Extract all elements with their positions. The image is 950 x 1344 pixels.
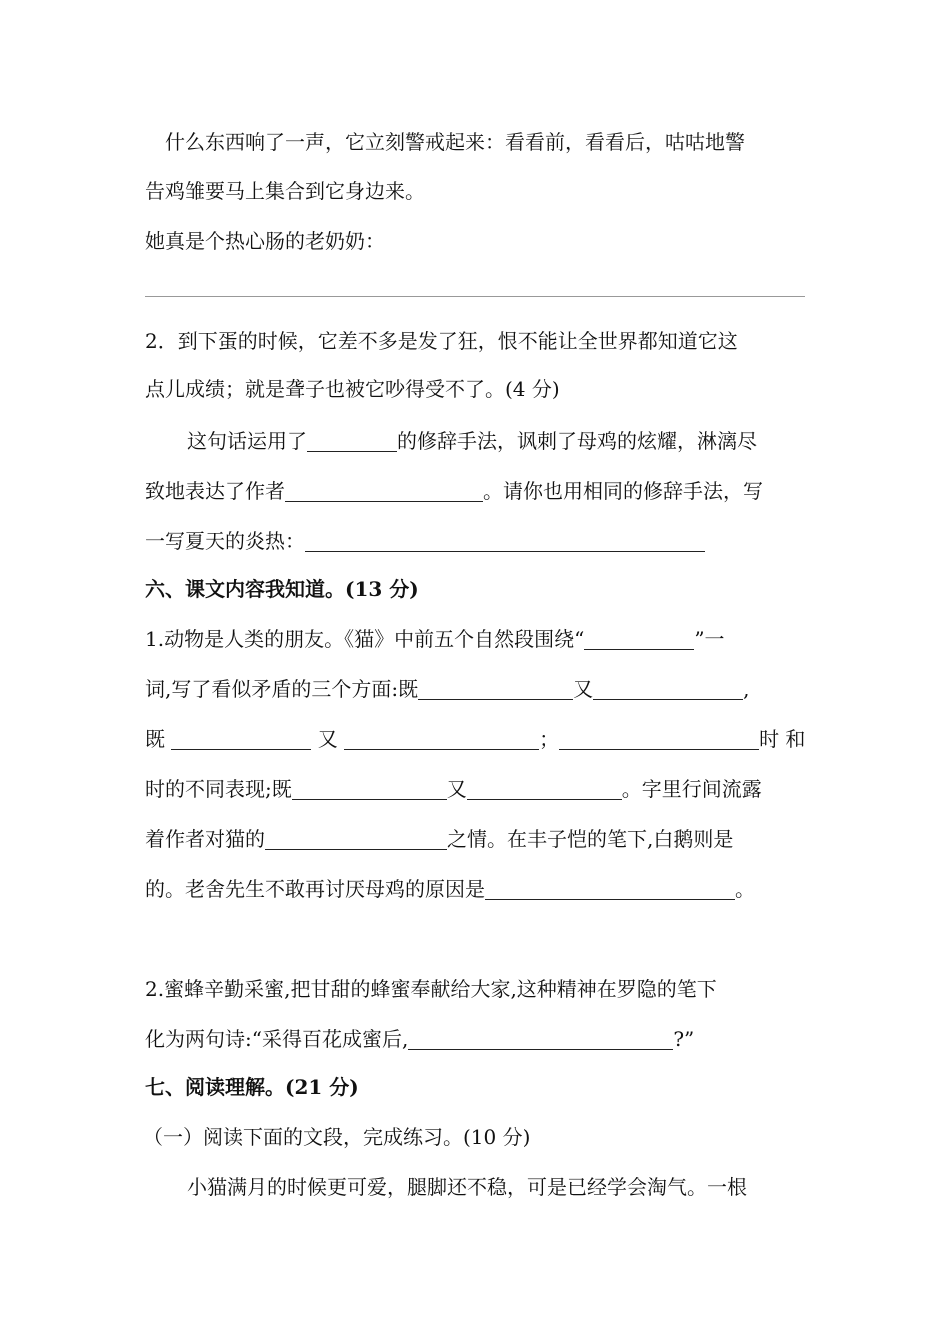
question-text: 2.蜜蜂辛勤采蜜,把甘甜的蜂蜜奉献给大家,这种精神在罗隐的笔下 <box>145 977 717 1001</box>
text-segment: 。请你也用相同的修辞手法，写 <box>483 479 763 503</box>
text-segment: ”一 <box>694 627 725 651</box>
question-text: 点儿成绩；就是聋子也被它吵得受不了。(4 分) <box>145 377 560 401</box>
passage-line: 小猫满月的时候更可爱，腿脚还不稳，可是已经学会淘气。一根 <box>187 1175 747 1199</box>
text-segment: 1.动物是人类的朋友。《猫》中前五个自然段围绕“ <box>145 627 585 651</box>
question-text <box>145 874 755 904</box>
text-segment: 的修辞手法，讽刺了母鸡的炫耀，淋漓尽 <box>397 429 757 453</box>
question-text <box>145 724 805 754</box>
text-segment: 着作者对猫的 <box>145 827 265 851</box>
answer-blank[interactable] <box>418 677 573 700</box>
text-segment: 又 <box>317 727 345 751</box>
text-segment: 致地表达了作者 <box>145 479 285 503</box>
text-segment: 时的不同表现;既 <box>145 777 292 801</box>
text-segment: 。 <box>735 877 755 901</box>
text-segment: 之情。在丰子恺的笔下,白鹅则是 <box>447 827 734 851</box>
question-text <box>187 426 757 456</box>
question-text: 2．到下蛋的时候，它差不多是发了狂，恨不能让全世界都知道它这 <box>145 329 738 353</box>
text-segment: 化为两句诗:“采得百花成蜜后, <box>145 1027 409 1051</box>
answer-blank[interactable] <box>559 727 759 750</box>
answer-blank[interactable] <box>171 727 311 750</box>
section-title: 六、课文内容我知道。(13 分) <box>145 577 419 601</box>
text-segment: 这句话运用了 <box>187 429 307 453</box>
question-text <box>145 674 749 704</box>
answer-blank[interactable] <box>593 677 743 700</box>
answer-blank[interactable] <box>467 777 622 800</box>
answer-blank[interactable] <box>265 827 447 850</box>
answer-blank[interactable] <box>307 429 397 452</box>
question-text <box>145 624 725 654</box>
text-segment: 又 <box>573 677 594 701</box>
answer-blank[interactable] <box>408 1027 673 1050</box>
text-segment: 的。老舍先生不敢再讨厌母鸡的原因是 <box>145 877 485 901</box>
text-segment: ?” <box>673 1027 695 1051</box>
answer-blank[interactable] <box>285 479 483 502</box>
subsection-title: （一）阅读下面的文段，完成练习。(10 分) <box>143 1125 531 1149</box>
answer-blank[interactable] <box>584 627 694 650</box>
text-segment: 词,写了看似矛盾的三个方面:既 <box>145 677 419 701</box>
answer-blank[interactable] <box>305 529 705 552</box>
section-title: 七、阅读理解。(21 分) <box>145 1075 359 1099</box>
answer-line[interactable] <box>145 296 805 297</box>
question-text <box>145 526 705 556</box>
text-segment: 。字里行间流露 <box>621 777 762 801</box>
text-segment: , <box>743 677 750 701</box>
question-text <box>145 1024 694 1054</box>
text-segment: 又 <box>446 777 467 801</box>
passage-line: 她真是个热心肠的老奶奶： <box>145 229 385 253</box>
answer-blank[interactable] <box>344 727 539 750</box>
question-text <box>145 824 733 854</box>
text-segment: 一写夏天的炎热： <box>145 529 305 553</box>
question-text <box>145 774 762 804</box>
passage-line: 告鸡雏要马上集合到它身边来。 <box>145 179 425 203</box>
answer-blank[interactable] <box>292 777 447 800</box>
text-segment: ； <box>539 727 560 751</box>
text-segment: 既 <box>145 727 172 751</box>
passage-line: 什么东西响了一声，它立刻警戒起来：看看前，看看后，咕咕地警 <box>165 130 745 154</box>
question-text <box>145 476 763 506</box>
answer-blank[interactable] <box>485 877 735 900</box>
text-segment: 时 和 <box>759 727 806 751</box>
